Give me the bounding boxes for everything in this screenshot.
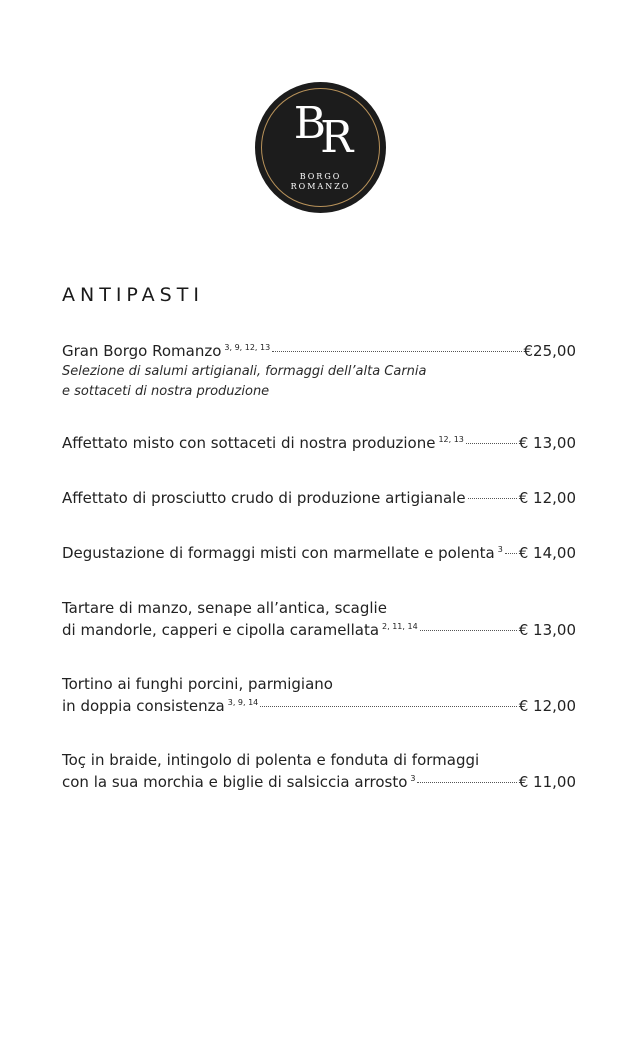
allergen-codes: 12, 13	[438, 435, 464, 444]
dot-leader	[466, 443, 517, 444]
menu-item-price: € 13,00	[518, 621, 576, 639]
menu-item-line	[62, 771, 576, 793]
menu-item	[62, 673, 576, 717]
menu-item	[62, 487, 576, 509]
menu-item-name: con la sua morchia e biglie di salsiccia arrosto $^3$	[62, 773, 416, 791]
menu-item-name: Toç in braide, intingolo di polenta e fonduta di formaggi	[62, 751, 480, 769]
menu-item-description: Selezione di salumi artigianali, formaggi dell’alta Carnia	[62, 364, 427, 379]
menu-item	[62, 542, 576, 564]
dot-leader	[505, 553, 517, 554]
dot-leader	[272, 351, 521, 352]
menu-item-name: Gran Borgo Romanzo $^{3, 9, 12, 13}$	[62, 342, 271, 360]
allergen-codes: 3, 9, 12, 13	[224, 343, 271, 352]
dot-leader	[260, 706, 516, 707]
menu-item-line	[62, 597, 576, 619]
menu-list	[62, 340, 576, 793]
menu-item	[62, 597, 576, 641]
menu-item-name: Tartare di manzo, senape all’antica, scaglie	[62, 599, 387, 617]
menu-item-line	[62, 542, 576, 564]
logo-name-line1: BORGO	[299, 172, 342, 181]
menu-item-price: € 12,00	[518, 489, 576, 507]
menu-item-price: € 12,00	[518, 697, 576, 715]
allergen-codes: 2, 11, 14	[382, 622, 418, 631]
menu-item-name: Tortino ai funghi porcini, parmigiano	[62, 675, 333, 693]
borgo-romanzo-logo	[255, 82, 386, 213]
menu-item-name: Degustazione di formaggi misti con marmellate e polenta $^3$	[62, 544, 503, 562]
allergen-codes: 3	[497, 545, 503, 554]
menu-item-name: di mandorle, capperi e cipolla caramellata $^{2, 11, 14}$	[62, 621, 418, 639]
dot-leader	[468, 498, 517, 499]
menu-item-line	[62, 432, 576, 454]
menu-item-line	[62, 340, 576, 362]
allergen-codes: 3, 9, 14	[227, 698, 259, 707]
menu-item-price: €25,00	[523, 342, 576, 360]
menu-item	[62, 749, 576, 793]
logo-monogram-b: B	[293, 98, 321, 149]
menu-item-line	[62, 487, 576, 509]
logo-name-line2: ROMANZO	[290, 182, 351, 191]
section-title: ANTIPASTI	[62, 284, 204, 306]
menu-item-line	[62, 619, 576, 641]
menu-item-line	[62, 673, 576, 695]
menu-item-price: € 11,00	[518, 773, 576, 791]
menu-item	[62, 432, 576, 454]
menu-item-name: Affettato misto con sottaceti di nostra produzione $^{12, 13}$	[62, 434, 464, 452]
allergen-codes: 3	[410, 774, 416, 783]
menu-item-price: € 14,00	[518, 544, 576, 562]
dot-leader	[417, 782, 516, 783]
menu-item-price: € 13,00	[518, 434, 576, 452]
logo-monogram	[257, 98, 384, 163]
menu-item	[62, 340, 576, 402]
logo-monogram-r: R	[320, 112, 348, 163]
menu-item-line	[62, 695, 576, 717]
menu-item-name: in doppia consistenza $^{3, 9, 14}$	[62, 697, 259, 715]
menu-item-description: e sottaceti di nostra produzione	[62, 384, 270, 399]
menu-item-line	[62, 749, 576, 771]
dot-leader	[420, 630, 517, 631]
menu-item-name: Affettato di prosciutto crudo di produzione artigianale	[62, 489, 466, 507]
